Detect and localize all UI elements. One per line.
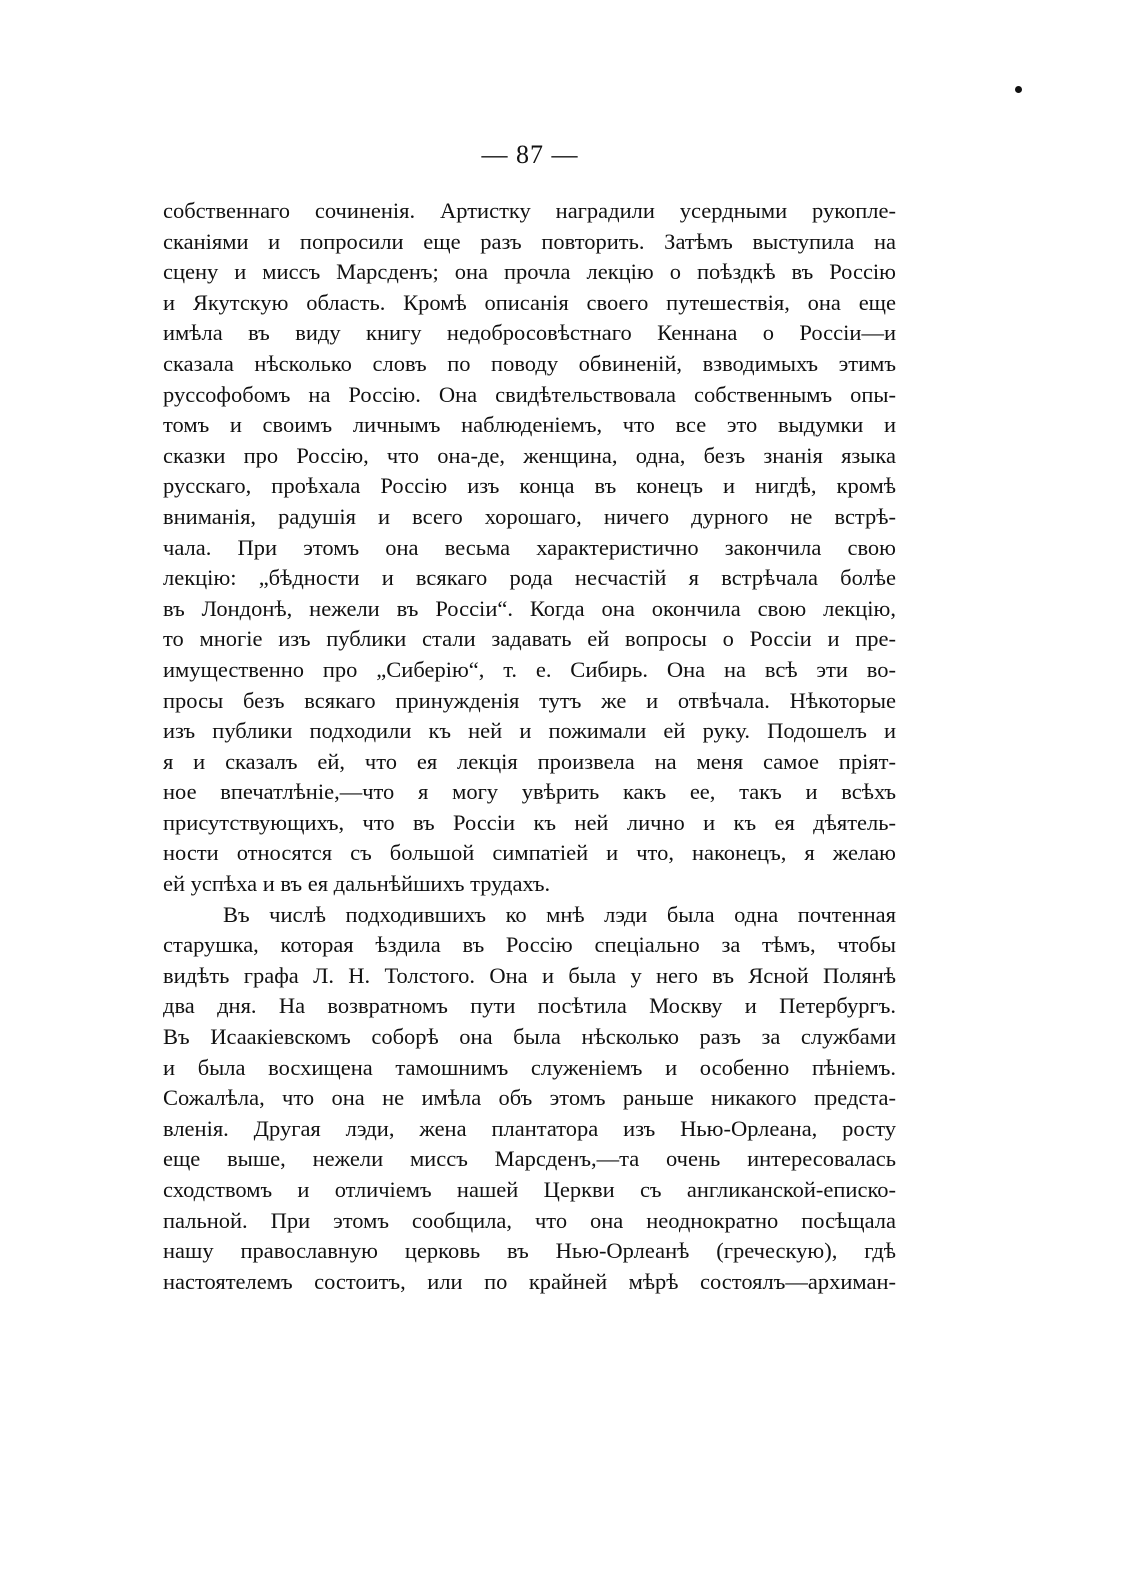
- paragraph-1: [163, 196, 896, 900]
- body-text: [163, 196, 896, 1297]
- text-line: ности относятся съ большой симпатіей и что, наконецъ, я желаю: [163, 840, 896, 866]
- text-line: присутствующихъ, что въ Россіи къ ней лично и къ ея дѣятель-: [163, 809, 896, 835]
- text-line: Сожалѣла, что она не имѣла объ этомъ раньше никакого предста-: [163, 1085, 896, 1111]
- text-line: просы безъ всякаго принужденія тутъ же и отвѣчала. Нѣкоторые: [163, 687, 896, 713]
- text-line: видѣть графа Л. Н. Толстого. Она и была у него въ Ясной Полянѣ: [163, 962, 896, 988]
- text-line: въ Лондонѣ, нежели въ Россіи“. Когда она окончила свою лекцію,: [163, 595, 896, 621]
- text-line: два дня. На возвратномъ пути посѣтила Москву и Петербургъ.: [163, 993, 896, 1019]
- paragraph-2: [163, 900, 896, 1298]
- page-number: — 87 —: [481, 140, 579, 169]
- text-line: сканіями и попросили еще разъ повторить. Затѣмъ выступила на: [163, 228, 896, 254]
- text-line: имущественно про „Сиберію“, т. е. Сибирь. Она на всѣ эти во-: [163, 656, 896, 682]
- text-line: еще выше, нежели миссъ Марсденъ,—та очень интересовалась: [163, 1146, 896, 1172]
- text-line: то многіе изъ публики стали задавать ей вопросы о Россіи и пре-: [163, 626, 896, 652]
- text-line: сказки про Россію, что она-де, женщина, одна, безъ знанія языка: [163, 442, 896, 468]
- text-line: Въ числѣ подходившихъ ко мнѣ лэди была одна почтенная: [223, 901, 896, 927]
- text-line: изъ публики подходили къ ней и пожимали ей руку. Подошелъ и: [163, 718, 896, 744]
- text-line: сцену и миссъ Марсденъ; она прочла лекцію о поѣздкѣ въ Россію: [163, 259, 896, 285]
- text-line: имѣла въ виду книгу недобросовѣстнаго Кеннана о Россіи—и: [163, 320, 896, 346]
- text-line: руссофобомъ на Россію. Она свидѣтельствовала собственнымъ опы-: [163, 381, 896, 407]
- text-line: я и сказалъ ей, что ея лекція произвела на меня самое пріят-: [163, 748, 896, 774]
- text-line: нашу православную церковь въ Нью-Орлеанѣ (греческую), гдѣ: [163, 1238, 896, 1264]
- text-line: настоятелемъ состоитъ, или по крайней мѣрѣ состоялъ—архиман-: [163, 1268, 896, 1294]
- text-line: пальной. При этомъ сообщила, что она неоднократно посѣщала: [163, 1207, 896, 1233]
- text-line: ное впечатлѣніе,—что я могу увѣрить какъ ее, такъ и всѣхъ: [163, 779, 896, 805]
- text-line: томъ и своимъ личнымъ наблюденіемъ, что все это выдумки и: [163, 412, 896, 438]
- text-line: лекцію: „бѣдности и всякаго рода несчастій я встрѣчала болѣе: [163, 565, 896, 591]
- text-line: вниманія, радушія и всего хорошаго, ничего дурного не встрѣ-: [163, 503, 896, 529]
- text-line: сходствомъ и отличіемъ нашей Церкви съ англиканской-еписко-: [163, 1177, 896, 1202]
- text-line: русскаго, проѣхала Россію изъ конца въ конецъ и нигдѣ, кромѣ: [163, 473, 896, 499]
- text-line: ей успѣха и въ ея дальнѣйшихъ трудахъ.: [163, 871, 551, 897]
- text-line: вленія. Другая лэди, жена плантатора изъ Нью-Орлеана, росту: [163, 1115, 896, 1141]
- text-line: чала. При этомъ она весьма характеристично закончила свою: [163, 534, 896, 560]
- text-line: и Якутскую область. Кромѣ описанія своего путешествія, она еще: [163, 289, 896, 315]
- text-line: и была восхищена тамошнимъ служеніемъ и особенно пѣніемъ.: [163, 1054, 896, 1080]
- text-line: Въ Исаакіевскомъ соборѣ она была нѣсколько разъ за службами: [163, 1024, 896, 1050]
- text-line: старушка, которая ѣздила въ Россію спеціально за тѣмъ, чтобы: [163, 932, 896, 958]
- text-line: сказала нѣсколько словъ по поводу обвиненій, взводимыхъ этимъ: [163, 350, 896, 376]
- ink-speck: [1015, 86, 1022, 93]
- text-line: собственнаго сочиненія. Артистку наградили усердными рукопле-: [163, 198, 896, 223]
